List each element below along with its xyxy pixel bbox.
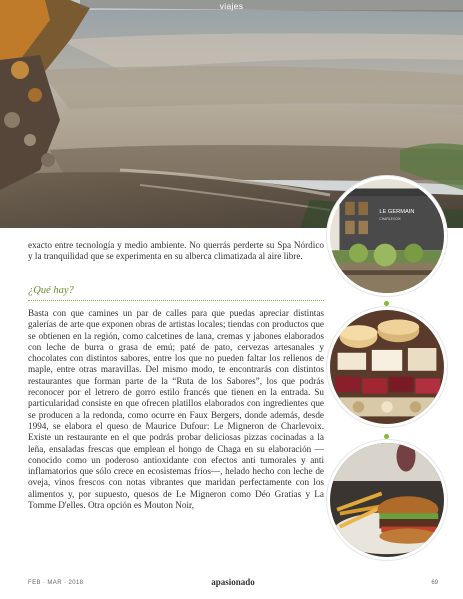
cheese-illustration	[330, 310, 444, 424]
separator-dot	[384, 434, 389, 439]
section-tag: viajes	[219, 1, 244, 11]
main-paragraph	[28, 308, 324, 511]
page-footer	[28, 577, 438, 589]
hotel-sign: LE GERMAIN	[379, 209, 415, 216]
section-subheading: ¿Qué hay?	[28, 285, 74, 296]
issue-date: FEB · MAR · 2018	[28, 580, 84, 586]
hotel-photo	[327, 176, 447, 296]
subheading-divider	[28, 300, 324, 301]
main-text: Basta con que camines un par de calles para que puedas apreciar distintas galerías de arte que exponen obras de artistas locales; tiendas con productos que se obtienen en la región, como calcetines de lana, cremas y jabones elaborados con leche de burra o grasa de emú; paté de pato, cervezas artesanales y chocolates con distintos sabores, entre los que no pueden faltar los rellenos de maple, entre otras maravillas. Del mismo modo, te encontrarás con distintos restaurantes que forman parte de la “Ruta de los Sabores”, los que podrás reconocer por el letrero de gorro estilo francés que tienen en la entrada. Su particularidad consiste en que ofrecen platillos elaborados con ingredientes que se producen a la redonda, como ocurre en Faux Bergers, donde además, desde 1994, se elabora el queso de Maurice Dufour: Le Migneron de Charlevoix. Existe un restaurante en el que podrás probar deliciosas pizzas cocinadas a la leña, ensaladas frescas que emplean el hongo de Chaga en su elaboración —conocido como un poderoso antioxidante con efectos anti tumorales y anti inflamatorios que sólo crece en ecosistemas fríos—, helado hecho con leche de oveja, vinos frescos con notas vibrantes que maridan perfectamente con los alimentos y, por supuesto, quesos de Le Migneron como Déo Gratias y La Tomme D'elles. Otra opción es Mouton Noir,	[28, 308, 324, 511]
intro-paragraph	[28, 240, 324, 263]
separator-dot	[384, 301, 389, 306]
page-number: 69	[431, 580, 438, 586]
intro-text: exacto entre tecnología y medio ambiente. No querrás perderte su Spa Nórdico y la tranquilidad que se experimenta en su alberca climatizada al aire libre.	[28, 240, 324, 262]
food-photo	[327, 440, 447, 560]
burger-illustration	[330, 443, 444, 557]
hotel-illustration	[330, 179, 444, 293]
hotel-sign-sub: CHARLEVOIX	[379, 216, 401, 221]
magazine-brand: apasionado	[211, 577, 255, 587]
cheese-photo	[327, 307, 447, 427]
